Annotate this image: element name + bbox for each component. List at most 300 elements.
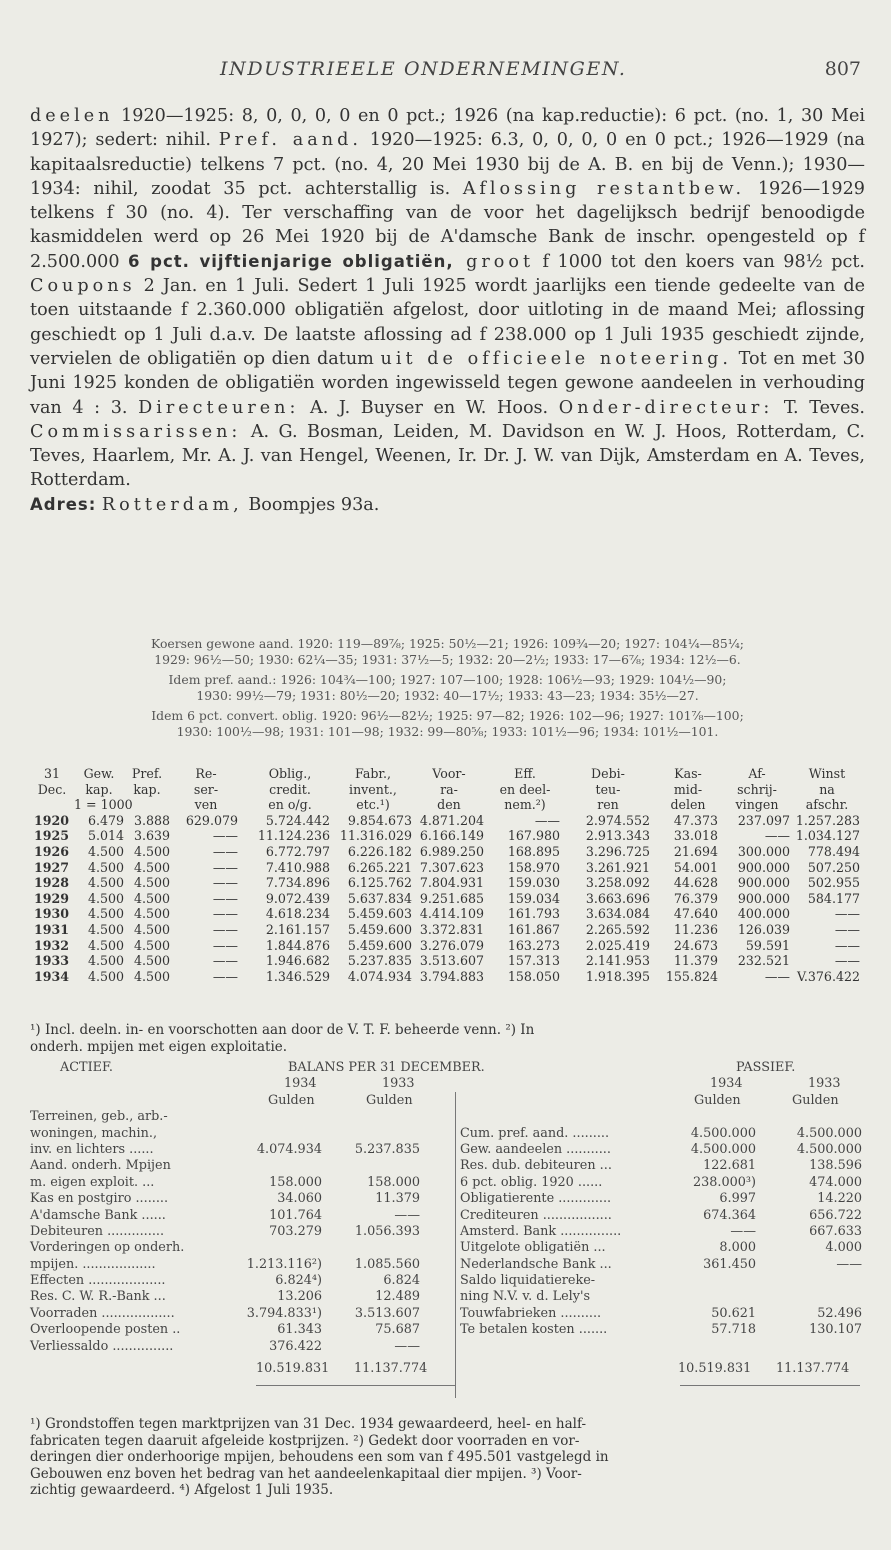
balance-sheet xyxy=(30,1060,865,1377)
table-header-cell: Voor- xyxy=(432,766,466,781)
balance-item-label: 6 pct. oblig. 1920 ...... xyxy=(460,1174,603,1190)
balance-value-1934: 34.060 xyxy=(277,1191,322,1207)
balance-title-row xyxy=(30,1060,865,1076)
table-cell: 4.500 xyxy=(87,843,124,859)
table-cell: 4.500 xyxy=(133,843,170,859)
table-cell: —— xyxy=(212,843,238,859)
balance-value-1934: 50.621 xyxy=(711,1305,756,1321)
table-header-cell: Winst xyxy=(808,766,846,781)
table-header-cell: kap. xyxy=(133,781,161,797)
table-header-cell: en o/g. xyxy=(268,797,312,813)
balance-value-1934: 703.279 xyxy=(269,1223,322,1239)
balance-item-label: A'damsche Bank ...... xyxy=(30,1207,166,1223)
balance-unit-row xyxy=(30,1093,865,1109)
table-cell: 3.296.725 xyxy=(585,843,650,859)
table-cell: 507.250 xyxy=(807,859,860,875)
table-row xyxy=(34,891,864,907)
table-cell: 4.500 xyxy=(87,921,124,937)
balance-value-1933: 11.379 xyxy=(375,1191,420,1207)
balance-value-1933: 1.085.560 xyxy=(354,1256,420,1272)
table-row xyxy=(34,813,864,829)
table-header-cell: etc.¹) xyxy=(356,797,390,813)
table-header-cell: Af- xyxy=(748,766,766,781)
table-header-cell: 1 = 1000 xyxy=(74,797,133,813)
table-cell: 4.500 xyxy=(133,953,170,969)
table-cell: 1933 xyxy=(34,953,70,969)
dividend-label: deelen xyxy=(30,106,114,126)
table-cell: 47.640 xyxy=(673,906,718,922)
balance-value-1933: 158.000 xyxy=(367,1174,420,1190)
footnote-line: onderh. mpijen met eigen exploitatie. xyxy=(30,1038,288,1055)
total-right-1933: 11.137.774 xyxy=(776,1361,850,1377)
onder-directeur-label: Onder-directeur: xyxy=(558,397,774,418)
balance-row xyxy=(30,1224,865,1240)
table-cell: —— xyxy=(212,937,238,953)
table-cell: 21.694 xyxy=(673,843,718,859)
balance-row xyxy=(30,1191,865,1207)
total-left-1933: 11.137.774 xyxy=(354,1361,428,1377)
balance-row xyxy=(30,1339,865,1355)
statistics-footnote xyxy=(30,1022,865,1055)
table-cell: 4.500 xyxy=(87,890,124,906)
table-cell: 11.236 xyxy=(673,921,718,937)
year-1934-right: 1934 xyxy=(710,1076,743,1092)
text-run: T. Teves. xyxy=(773,397,865,418)
table-header-cell: 31 xyxy=(43,766,61,781)
koersen-line: Koersen gewone aand. 1920: 119—89⅞; 1925: 50½—21; 1926: 109¾—20; 1927: 104¼—85¼; xyxy=(151,636,744,651)
table-cell: 155.824 xyxy=(665,968,718,984)
table-cell: 1929 xyxy=(34,890,70,906)
table-cell: 4.618.234 xyxy=(265,906,330,922)
table-cell: —— xyxy=(534,812,560,828)
table-cell: 161.793 xyxy=(507,906,560,922)
table-cell: 157.313 xyxy=(507,953,560,969)
table-header-cell: kap. xyxy=(85,781,113,797)
unit-right-2: Gulden xyxy=(792,1092,839,1108)
table-cell: 1.918.395 xyxy=(585,968,650,984)
table-cell: 232.521 xyxy=(737,953,790,969)
table-cell: 1.346.529 xyxy=(265,968,330,984)
koersen-line: 1930: 100½—98; 1931: 101—98; 1932: 99—80⅝; 1933: 101½—96; 1934: 101½—101. xyxy=(176,724,719,739)
balance-value-1934: 4.500.000 xyxy=(690,1125,756,1141)
text-run: A. G. Bosman, Leiden, M. Davidson en W. J. Hoos, Rotterdam, C. Teves, Haarlem, Mr. A. J. van Hengel, Weenen, Ir. Dr. J. W. van Dijk, Amsterdam en A. Teves, Rotterdam. xyxy=(30,421,865,491)
text-run: f 1000 tot den koers van 98½ pct. xyxy=(534,251,865,272)
table-cell: 900.000 xyxy=(737,875,790,891)
table-header-cell: Eff. xyxy=(514,766,536,781)
balance-row xyxy=(30,1289,865,1305)
balance-value-1933: 5.237.835 xyxy=(354,1141,420,1157)
text-run: 1920—1925: 8, 0, 0, 0, 0 en 0 pct.; 1926 (na kap.reductie): 6 pct. (no. 1, 30 Mei 1927); sedert: nihil. xyxy=(30,106,865,151)
table-cell: 1925 xyxy=(34,828,70,844)
table-cell: —— xyxy=(212,953,238,969)
table-cell: 1931 xyxy=(34,921,70,937)
table-cell: 33.018 xyxy=(673,828,718,844)
table-cell: 4.500 xyxy=(133,937,170,953)
table-cell: —— xyxy=(834,921,860,937)
table-cell: 3.372.831 xyxy=(419,921,484,937)
balance-value-1934: 13.206 xyxy=(277,1289,322,1305)
table-cell: 1.257.283 xyxy=(795,812,860,828)
table-cell: 158.050 xyxy=(507,968,560,984)
balance-value-1933: 3.513.607 xyxy=(354,1305,420,1321)
adres-street: Boompjes 93a. xyxy=(242,494,380,515)
table-header-cell: mid- xyxy=(673,781,703,797)
table-cell: 6.772.797 xyxy=(265,843,330,859)
balance-item-label: Effecten ................... xyxy=(30,1273,166,1289)
balance-total-row xyxy=(30,1361,865,1377)
table-cell: 5.014 xyxy=(87,828,124,844)
balance-value-1934: 3.794.833¹) xyxy=(246,1305,322,1321)
table-cell: 9.072.439 xyxy=(265,890,330,906)
balance-value-1934: 1.213.116²) xyxy=(246,1256,322,1272)
balance-value-1934: 61.343 xyxy=(277,1322,322,1338)
balance-value-1933: 474.000 xyxy=(809,1174,862,1190)
table-row xyxy=(34,828,864,844)
table-cell: —— xyxy=(212,859,238,875)
table-row xyxy=(34,922,864,938)
table-cell: 163.273 xyxy=(507,937,560,953)
table-cell: 11.379 xyxy=(673,953,718,969)
adres-city: Rotterdam, xyxy=(101,494,243,515)
footnote-line: zichtig gewaardeerd. ⁴) Afgelost 1 Juli 1935. xyxy=(30,1482,334,1498)
balance-item-label: Obligatierente ............. xyxy=(460,1191,612,1207)
table-header-cell: delen xyxy=(670,797,706,813)
table-cell: 47.373 xyxy=(673,812,718,828)
balance-row xyxy=(30,1273,865,1289)
table-header-cell: vingen xyxy=(735,797,779,813)
unit-left-2: Gulden xyxy=(366,1092,413,1108)
balance-value-1933: 667.633 xyxy=(809,1223,862,1239)
koersen-line: Idem 6 pct. convert. oblig. 1920: 96½—82½; 1925: 97—82; 1926: 102—96; 1927: 101⅞—100; xyxy=(151,708,744,723)
table-cell: 2.974.552 xyxy=(585,812,650,828)
balance-value-1933: 130.107 xyxy=(809,1322,862,1338)
balance-item-label: m. eigen exploit. ... xyxy=(30,1174,155,1190)
footnote-line: deringen dier onderhoorige mpijen, behoudens een som van f 495.501 vastgelegd in xyxy=(30,1449,609,1465)
year-1933-right: 1933 xyxy=(808,1076,841,1092)
table-cell: 9.251.685 xyxy=(419,890,484,906)
table-header-row xyxy=(34,797,864,813)
table-header-cell: en deel- xyxy=(499,781,551,797)
balance-value-1934: 158.000 xyxy=(269,1174,322,1190)
balance-item-label: Saldo liquidatiereke- xyxy=(460,1273,596,1289)
footnote-line: Gebouwen enz boven het bedrag van het aandeelenkapitaal dier mpijen. ³) Voor- xyxy=(30,1465,582,1482)
balance-row xyxy=(30,1322,865,1338)
table-cell: 237.097 xyxy=(737,812,790,828)
balance-item-label: Terreinen, geb., arb.- xyxy=(30,1109,168,1125)
table-cell: 1920 xyxy=(34,812,70,828)
table-cell: 1926 xyxy=(34,843,70,859)
table-cell: 584.177 xyxy=(807,890,860,906)
balance-year-row xyxy=(30,1076,865,1092)
table-cell: 3.513.607 xyxy=(419,953,484,969)
table-cell: 59.591 xyxy=(745,937,790,953)
table-cell: 161.867 xyxy=(507,921,560,937)
balance-divider xyxy=(455,1092,456,1398)
table-cell: 5.459.600 xyxy=(347,937,412,953)
table-cell: 4.871.204 xyxy=(419,812,484,828)
text-run: 1926—1929 telkens f 30 (no. 4). Ter verschaffing van de voor het dagelijksch bedrijf benoodigde kasmiddelen werd op 26 Mei 1920 bij de A'damsche Bank de inschr. opengesteld op f 2.500.000 xyxy=(30,178,865,272)
groot-label: groot xyxy=(453,251,535,272)
year-1933-left: 1933 xyxy=(382,1076,415,1092)
balance-value-1933: 4.500.000 xyxy=(796,1125,862,1141)
table-cell: 300.000 xyxy=(737,843,790,859)
balance-value-1934: 4.074.934 xyxy=(256,1141,322,1157)
table-cell: 4.074.934 xyxy=(347,968,412,984)
balance-item-label: Voorraden .................. xyxy=(30,1305,175,1321)
balance-value-1933: 138.596 xyxy=(809,1158,862,1174)
pref-aand-label: Pref. aand. xyxy=(218,130,362,151)
balance-item-label: Res. dub. debiteuren ... xyxy=(460,1158,612,1174)
table-header-cell: Oblig., xyxy=(268,766,312,781)
table-cell: 2.913.343 xyxy=(585,828,650,844)
balance-rows xyxy=(30,1109,865,1355)
actief-label: ACTIEF. xyxy=(60,1060,113,1075)
koersen-line: 1929: 96½—50; 1930: 62¼—35; 1931: 37½—5; 1932: 20—2½; 1933: 17—6⅞; 1934: 12½—6. xyxy=(154,652,741,667)
table-cell: 6.989.250 xyxy=(419,843,484,859)
table-cell: 6.125.762 xyxy=(347,875,412,891)
balance-value-1933: 6.824 xyxy=(383,1273,420,1289)
table-header-cell: schrij- xyxy=(737,781,777,797)
balance-value-1934: 361.450 xyxy=(703,1256,756,1272)
balance-row xyxy=(30,1208,865,1224)
balance-row xyxy=(30,1240,865,1256)
table-cell: 400.000 xyxy=(737,906,790,922)
balance-row xyxy=(30,1142,865,1158)
noteering-label: uit de officieele noteering. xyxy=(380,348,732,369)
table-cell: 6.479 xyxy=(87,812,124,828)
balance-item-label: mpijen. .................. xyxy=(30,1256,156,1272)
unit-left-1: Gulden xyxy=(268,1092,315,1108)
table-cell: 4.500 xyxy=(133,906,170,922)
table-row xyxy=(34,844,864,860)
balance-item-label: Aand. onderh. Mpijen xyxy=(30,1158,171,1174)
balance-value-1933: 14.220 xyxy=(817,1191,862,1207)
table-header-cell: ven xyxy=(194,797,218,813)
balance-item-label: Touwfabrieken .......... xyxy=(460,1305,602,1321)
balance-value-1933: —— xyxy=(394,1207,420,1223)
table-cell: 3.888 xyxy=(133,812,170,828)
balance-value-1934: 6.824⁴) xyxy=(275,1273,322,1289)
table-cell: 1930 xyxy=(34,906,70,922)
table-cell: —— xyxy=(212,875,238,891)
balance-value-1934: 101.764 xyxy=(269,1207,322,1223)
table-cell: 3.276.079 xyxy=(419,937,484,953)
balance-value-1933: 1.056.393 xyxy=(354,1223,420,1239)
text-run: 2 Jan. en 1 Juli. Sedert 1 Juli 1925 wordt jaarlijks een tiende gedeelte van de toen uitstaande f 2.360.000 obligatiën afgelost, door uitloting in de maand Mei; aflossing geschiedt op 1 Juli d.a.v. De laatste aflossing ad f 238.000 op 1 Juli 1935 geschiedt zijnde, vervielen de obligatiën op dien datum xyxy=(30,276,865,369)
table-header-cell: Kas- xyxy=(674,766,702,781)
table-cell: 159.030 xyxy=(507,875,560,891)
table-cell: 76.379 xyxy=(673,890,718,906)
table-cell: 5.459.603 xyxy=(347,906,412,922)
koersen-line: Idem pref. aand.: 1926: 104¾—100; 1927: 107—100; 1928: 106½—93; 1929: 104½—90; xyxy=(168,672,727,687)
balance-value-1934: 122.681 xyxy=(703,1158,756,1174)
balance-item-label: inv. en lichters ...... xyxy=(30,1141,154,1157)
unit-right-1: Gulden xyxy=(694,1092,741,1108)
table-cell: 1934 xyxy=(34,968,70,984)
table-header-cell: ra- xyxy=(440,781,458,797)
table-cell: 1.946.682 xyxy=(265,953,330,969)
table-cell: 4.500 xyxy=(133,890,170,906)
table-header-cell: afschr. xyxy=(805,797,849,813)
balance-item-label: Amsterd. Bank ............... xyxy=(460,1223,622,1239)
table-cell: 5.237.835 xyxy=(347,953,412,969)
passief-label: PASSIEF. xyxy=(736,1060,796,1075)
table-cell: 3.663.696 xyxy=(585,890,650,906)
balance-value-1934: 57.718 xyxy=(711,1322,756,1338)
year-1934-left: 1934 xyxy=(284,1076,317,1092)
table-cell: 4.500 xyxy=(87,953,124,969)
balance-item-label: Debiteuren .............. xyxy=(30,1223,165,1239)
company-description xyxy=(30,104,865,517)
table-cell: 5.459.600 xyxy=(347,921,412,937)
footnote-line: ¹) Grondstoffen tegen marktprijzen van 31 Dec. 1934 gewaardeerd, heel- en half- xyxy=(30,1416,587,1432)
balance-item-label: woningen, machin., xyxy=(30,1125,158,1141)
obligatien-heading: 6 pct. vijftienjarige obligatiën, xyxy=(128,251,454,271)
balance-row xyxy=(30,1158,865,1174)
table-cell: —— xyxy=(212,890,238,906)
table-cell: 3.639 xyxy=(133,828,170,844)
balance-value-1933: —— xyxy=(394,1338,420,1354)
table-cell: —— xyxy=(834,953,860,969)
table-cell: —— xyxy=(834,937,860,953)
table-cell: 4.500 xyxy=(87,875,124,891)
balance-total-rule-right xyxy=(680,1385,860,1386)
table-cell: 4.500 xyxy=(87,937,124,953)
balance-item-label: Verliessaldo ............... xyxy=(30,1338,174,1354)
table-cell: 3.794.883 xyxy=(419,968,484,984)
balance-footnotes xyxy=(30,1416,865,1499)
aflossing-label: Aflossing restantbew. xyxy=(462,178,746,199)
table-header-cell: Pref. xyxy=(131,766,163,781)
table-cell: 3.258.092 xyxy=(585,875,650,891)
table-cell: 1932 xyxy=(34,937,70,953)
balance-value-1933: 52.496 xyxy=(817,1305,862,1321)
coupons-label: Coupons xyxy=(30,276,136,297)
balance-item-label: Vorderingen op onderh. xyxy=(30,1240,185,1256)
balance-value-1933: 75.687 xyxy=(375,1322,420,1338)
balance-value-1934: 674.364 xyxy=(703,1207,756,1223)
table-cell: 2.141.953 xyxy=(585,953,650,969)
balance-item-label: Cum. pref. aand. ......... xyxy=(460,1125,610,1141)
balance-value-1934: 4.500.000 xyxy=(690,1141,756,1157)
balance-value-1933: 12.489 xyxy=(375,1289,420,1305)
table-cell: 502.955 xyxy=(807,875,860,891)
table-cell: —— xyxy=(212,828,238,844)
table-header-cell: Re- xyxy=(195,766,217,781)
text-run: A. J. Buyser en W. Hoos. xyxy=(299,397,559,418)
adres-label: Adres: xyxy=(30,494,97,514)
table-header-cell: den xyxy=(437,797,461,813)
table-header-row xyxy=(34,782,864,798)
footnote-line: fabricaten tegen daaruit afgeleide kostprijzen. ²) Gedekt door voorraden en vor- xyxy=(30,1432,580,1449)
balance-item-label: Te betalen kosten ....... xyxy=(460,1322,608,1338)
balance-item-label: Res. C. W. R.-Bank ... xyxy=(30,1289,166,1305)
table-cell: 7.307.623 xyxy=(419,859,484,875)
page-number: 807 xyxy=(824,58,861,80)
table-cell: 4.500 xyxy=(133,859,170,875)
page-header xyxy=(30,0,861,92)
table-cell: 629.079 xyxy=(185,812,238,828)
table-cell: 900.000 xyxy=(737,859,790,875)
table-header-cell: invent., xyxy=(349,781,397,797)
table-cell: 11.124.236 xyxy=(257,828,330,844)
commissarissen-label: Commissarissen: xyxy=(30,421,242,442)
table-cell: 9.854.673 xyxy=(347,812,412,828)
balance-item-label: Uitgelote obligatiën ... xyxy=(460,1240,606,1256)
table-cell: 1928 xyxy=(34,875,70,891)
table-cell: 44.628 xyxy=(673,875,718,891)
table-cell: 6.265.221 xyxy=(347,859,412,875)
balance-item-label: Overloopende posten .. xyxy=(30,1322,181,1338)
balance-row xyxy=(30,1306,865,1322)
balance-row xyxy=(30,1257,865,1273)
balance-value-1933: 656.722 xyxy=(809,1207,862,1223)
table-row xyxy=(34,906,864,922)
balance-row xyxy=(30,1126,865,1142)
table-header-cell: ser- xyxy=(193,781,219,797)
balance-item-label: ning N.V. v. d. Lely's xyxy=(460,1289,591,1305)
table-cell: 159.034 xyxy=(507,890,560,906)
table-cell: 4.500 xyxy=(133,875,170,891)
table-cell: —— xyxy=(834,906,860,922)
table-cell: —— xyxy=(212,968,238,984)
statistics-table xyxy=(34,766,864,984)
table-cell: 1.844.876 xyxy=(265,937,330,953)
table-cell: V.376.422 xyxy=(797,968,860,984)
table-cell: 4.500 xyxy=(87,906,124,922)
table-cell: 4.500 xyxy=(87,968,124,984)
table-cell: 4.414.109 xyxy=(419,906,484,922)
table-cell: —— xyxy=(764,968,790,984)
table-row xyxy=(34,938,864,954)
total-left-1934: 10.519.831 xyxy=(256,1361,330,1377)
koersen-block xyxy=(30,636,865,740)
table-cell: —— xyxy=(212,906,238,922)
table-cell: 2.161.157 xyxy=(265,921,330,937)
table-header-cell: Debi- xyxy=(591,766,625,781)
table-cell: 2.025.419 xyxy=(585,937,650,953)
balance-value-1934: 238.000³) xyxy=(692,1174,756,1190)
table-header-cell: Gew. xyxy=(83,766,115,781)
balance-item-label: Gew. aandeelen ........... xyxy=(460,1141,611,1157)
table-cell: 11.316.029 xyxy=(339,828,412,844)
table-header-cell: credit. xyxy=(269,781,311,797)
balance-item-label: Kas en postgiro ........ xyxy=(30,1191,169,1207)
table-cell: 778.494 xyxy=(807,843,860,859)
balance-value-1934: 8.000 xyxy=(719,1240,756,1256)
table-cell: 5.724.442 xyxy=(265,812,330,828)
table-cell: 1.034.127 xyxy=(795,828,860,844)
table-cell: 24.673 xyxy=(673,937,718,953)
table-cell: 4.500 xyxy=(133,968,170,984)
table-cell: 126.039 xyxy=(737,921,790,937)
table-cell: 158.970 xyxy=(507,859,560,875)
table-row xyxy=(34,953,864,969)
koersen-line: 1930: 99½—79; 1931: 80½—20; 1932: 40—17½; 1933: 43—23; 1934: 35½—27. xyxy=(196,688,699,703)
table-cell: 4.500 xyxy=(87,859,124,875)
table-cell: 1927 xyxy=(34,859,70,875)
footnote-line: ¹) Incl. deeln. in- en voorschotten aan door de V. T. F. beheerde venn. ²) In xyxy=(30,1022,535,1038)
table-row xyxy=(34,860,864,876)
balance-value-1933: 4.500.000 xyxy=(796,1141,862,1157)
total-right-1934: 10.519.831 xyxy=(678,1361,752,1377)
text-run: Tot en met 30 Juni 1925 konden de obligatiën worden ingewisseld tegen gewone aandeelen in verhouding van 4 : 3. xyxy=(30,348,865,418)
balance-value-1933: —— xyxy=(836,1256,862,1272)
balance-value-1934: —— xyxy=(730,1223,756,1239)
table-cell: —— xyxy=(764,828,790,844)
balance-value-1934: 6.997 xyxy=(719,1191,756,1207)
table-header-cell: Dec. xyxy=(37,781,67,797)
